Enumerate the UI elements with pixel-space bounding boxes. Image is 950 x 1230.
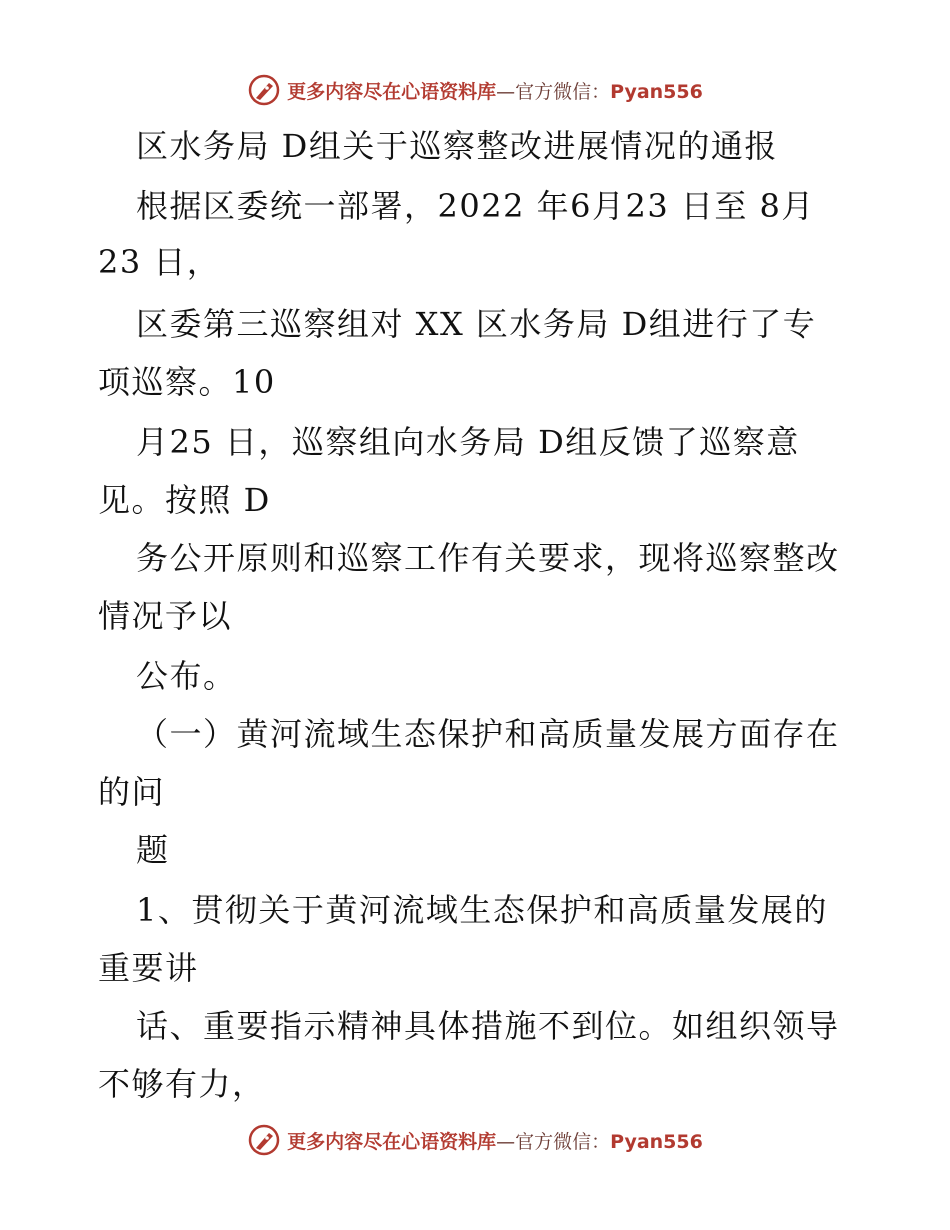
paragraph-line: 23 日， (98, 243, 221, 281)
paragraph-line: 务公开原则和巡察工作有关要求，现将巡察整改 (136, 539, 840, 577)
footer-watermark (0, 1120, 950, 1160)
section-heading-cont: 的问 (98, 773, 166, 811)
paragraph-line: 话、重要指示精神具体措施不到位。如组织领导 (136, 1007, 840, 1045)
paragraph-line: 根据区委统一部署，2022 年6月23 日至 8月 (136, 187, 815, 225)
watermark-text: 更多内容尽在心语资料库—官方微信：Pyan556 (287, 1130, 703, 1153)
paragraph-line: 项巡察。10 (98, 363, 276, 401)
watermark-text: 更多内容尽在心语资料库—官方微信：Pyan556 (287, 80, 703, 103)
paragraph-line: 不够有力， (98, 1065, 266, 1103)
paragraph-line: 公布。 (136, 657, 237, 695)
paragraph-line: 见。按照 D (98, 481, 271, 519)
section-heading: （一）黄河流域生态保护和高质量发展方面存在 (136, 715, 840, 753)
paragraph-line: 情况予以 (98, 597, 233, 635)
document-title: 区水务局 D组关于巡察整改进展情况的通报 (136, 127, 778, 165)
paragraph-line: 月25 日，巡察组向水务局 D组反馈了巡察意 (136, 423, 800, 461)
paragraph-line: 1、贯彻关于黄河流域生态保护和高质量发展的 (136, 891, 828, 929)
section-heading-cont: 题 (136, 831, 170, 869)
pen-nib-icon (247, 1123, 281, 1157)
paragraph-line: 重要讲 (98, 949, 199, 987)
paragraph-line: 区委第三巡察组对 XX 区水务局 D组进行了专 (136, 305, 817, 343)
